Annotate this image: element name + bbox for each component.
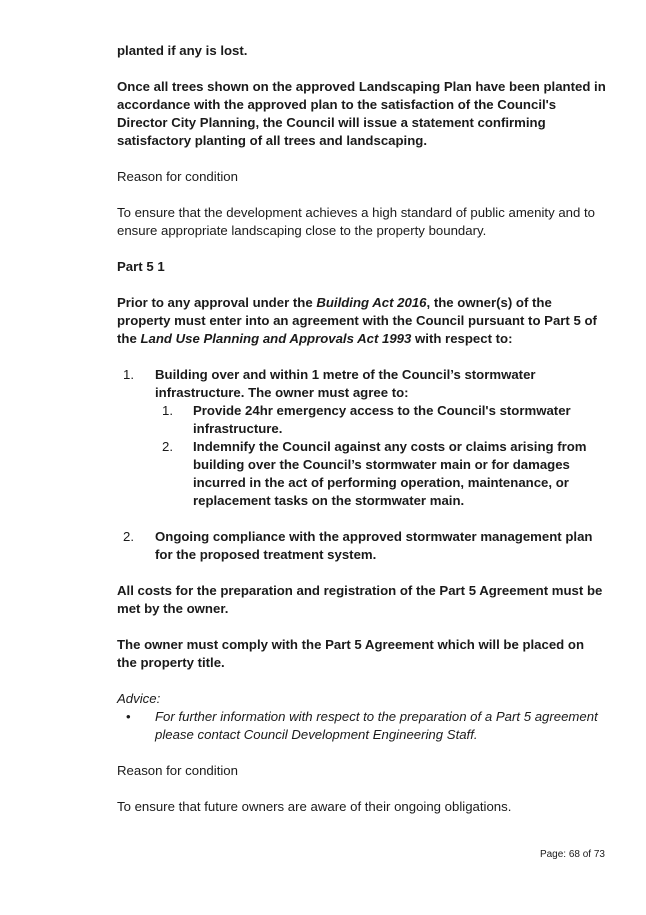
advice-item-text: For further information with respect to the preparation of a Part 5 agreement please contact Council Development Engineering Staff. (155, 709, 598, 742)
reason-label: Reason for condition (117, 763, 238, 778)
act-name-building: Building Act 2016 (316, 295, 427, 310)
sub-list-number: 1. (162, 403, 173, 418)
sub-list-item (155, 402, 607, 438)
list-number: 2. (123, 529, 134, 544)
sub-list-item (155, 438, 607, 510)
intro-text: , the owner(s) of the property must enter into an agreement with the Council pursuant to Part 5 of the (117, 295, 597, 346)
paragraph-comply: The owner must comply with the Part 5 Agreement which will be placed on the property title. (117, 637, 585, 670)
sub-list (155, 402, 607, 510)
advice-list (117, 708, 607, 744)
sub-list-item-text: Provide 24hr emergency access to the Council's stormwater infrastructure. (193, 403, 571, 436)
paragraph-part5-intro (117, 294, 607, 348)
bullet-icon: • (126, 709, 131, 724)
intro-text: Prior to any approval under the (117, 295, 317, 310)
list-item (117, 366, 607, 510)
paragraph-trees-planted: Once all trees shown on the approved Landscaping Plan have been planted in accordance with the approved plan to the satisfaction of the Council's Director City Planning, the Council will issue a statement confirming satisfactory planting of all trees and landscaping. (117, 79, 606, 148)
numbered-list (117, 366, 607, 564)
section-heading: Part 5 1 (117, 259, 165, 274)
act-name-planning: Land Use Planning and Approvals Act 1993 (140, 331, 412, 346)
document-page (117, 42, 607, 816)
sub-list-number: 2. (162, 439, 173, 454)
paragraph-costs: All costs for the preparation and registration of the Part 5 Agreement must be met by the owner. (117, 583, 603, 616)
list-number: 1. (123, 367, 134, 382)
reason-label: Reason for condition (117, 169, 238, 184)
reason-text: To ensure that future owners are aware of their ongoing obligations. (117, 799, 512, 814)
paragraph-planted: planted if any is lost. (117, 43, 248, 58)
reason-text: To ensure that the development achieves a high standard of public amenity and to ensure appropriate landscaping close to the property boundary. (117, 205, 595, 238)
page-number: Page: 68 of 73 (539, 849, 605, 860)
list-item-text: Building over and within 1 metre of the Council’s stormwater infrastructure. The owner must agree to: (155, 367, 536, 400)
advice-item (117, 708, 607, 744)
advice-label: Advice: (117, 691, 161, 706)
list-item-text: Ongoing compliance with the approved stormwater management plan for the proposed treatment system. (155, 529, 593, 562)
list-item (117, 528, 607, 564)
sub-list-item-text: Indemnify the Council against any costs or claims arising from building over the Council’s stormwater main or for damages incurred in the act of performing operation, maintenance, or replacement tasks on the stormwater main. (193, 439, 587, 508)
intro-text: with respect to: (411, 331, 513, 346)
